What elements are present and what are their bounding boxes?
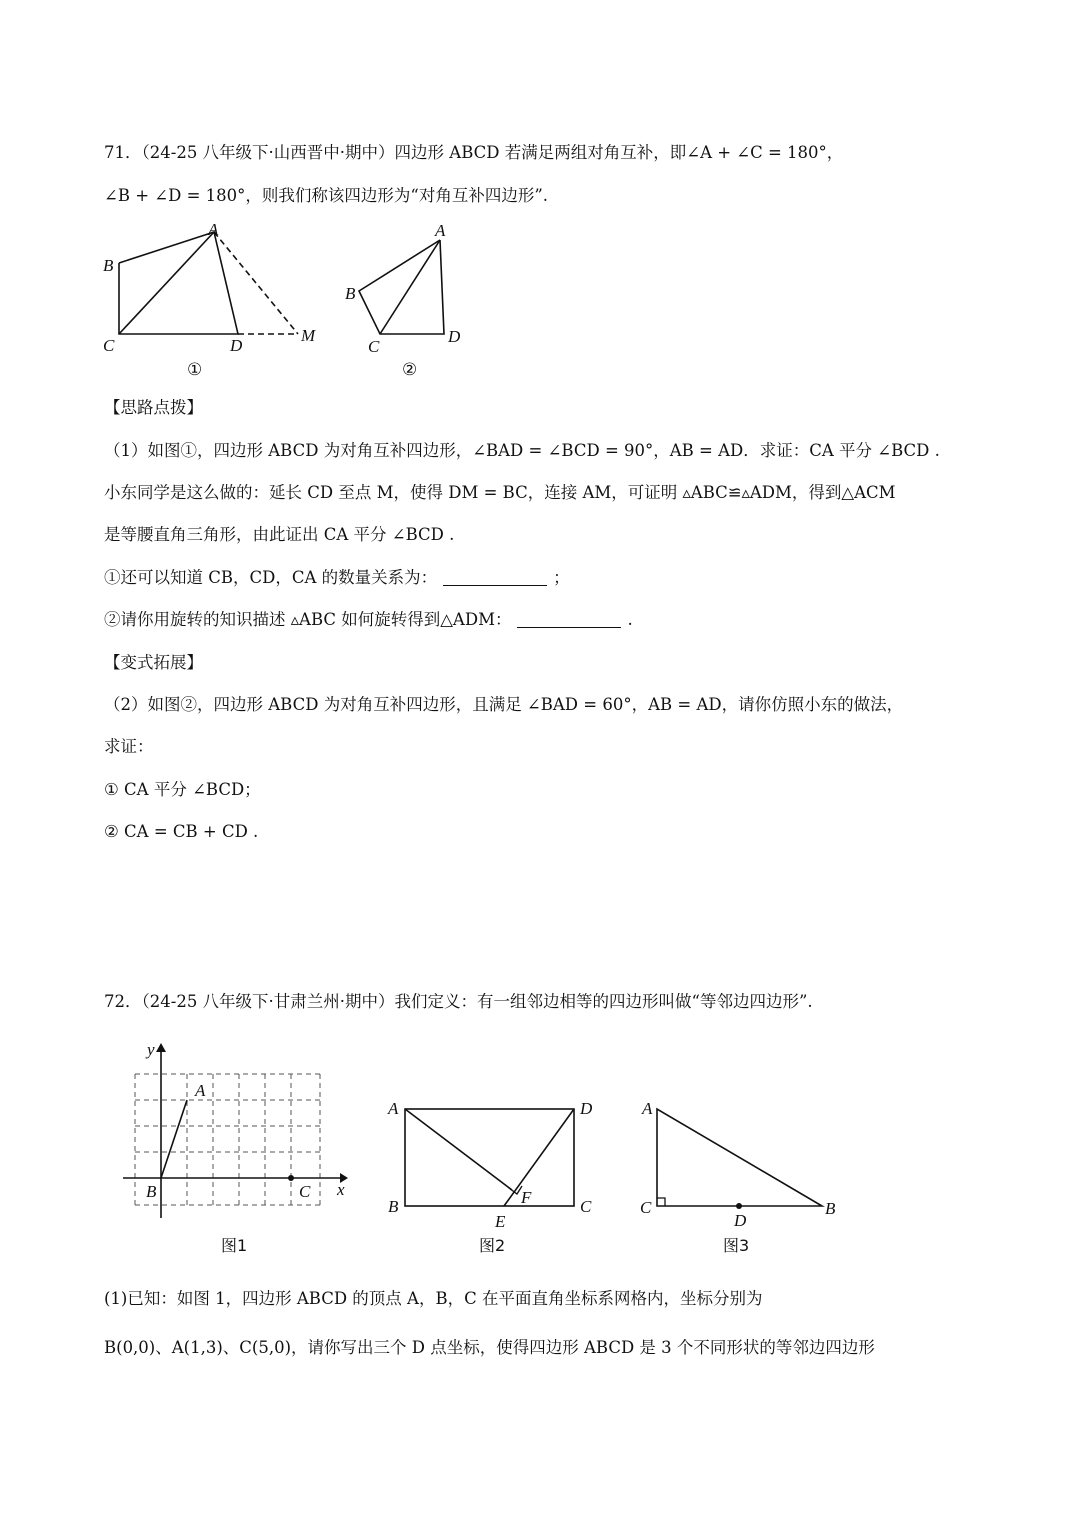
q71-part1-question1-text: ①还可以知道 CB，CD，CA 的数量关系为： — [104, 568, 438, 587]
q71-intro-line1: 71．（24-25 八年级下·山西晋中·期中）四边形 ABCD 若满足两组对角互补，即∠A + ∠C = 180°， — [104, 143, 844, 162]
q72-fig3-label-b: B — [825, 1199, 836, 1218]
q71-intro-line2: ∠B + ∠D = 180°，则我们称该四边形为“对角互补四边形”. — [104, 186, 548, 205]
q72-fig2-segment-ae — [405, 1109, 512, 1190]
q72-part1-line1: (1)已知：如图 1，四边形 ABCD 的顶点 A，B，C 在平面直角坐标系网格内，坐标分别为 — [104, 1289, 763, 1308]
q72-fig2-label-a: A — [388, 1099, 399, 1118]
q72-fig1-point-c — [288, 1175, 294, 1181]
q72-fig1-y-arrow — [156, 1043, 166, 1052]
q71-part1-question1-end: ； — [553, 568, 570, 587]
q71-fig2-label-a: A — [435, 221, 446, 240]
q71-part1-question2-text: ②请你用旋转的知识描述 ▵ABC 如何旋转得到△ADM： — [104, 610, 512, 629]
q72-fig3-label-d: D — [734, 1211, 747, 1230]
q72-intro-line1: 72．（24-25 八年级下·甘肃兰州·期中）我们定义：有一组邻边相等的四边形叫做“等邻边四边形”. — [104, 992, 813, 1011]
q71-figure-1 — [95, 218, 335, 383]
q72-fig2-rectangle — [405, 1109, 574, 1206]
q72-fig3-triangle — [657, 1109, 822, 1206]
q71-fig1-label-d: D — [230, 336, 243, 355]
q71-fig2-label-d: D — [448, 327, 461, 346]
q71-figure-2 — [340, 218, 480, 383]
q71-extension-header: 【变式拓展】 — [104, 653, 203, 672]
q72-fig1-label-y: y — [147, 1040, 155, 1059]
q72-figure-3 — [630, 1090, 850, 1260]
q71-part1-question2-end: . — [627, 610, 633, 629]
q72-fig1-grid — [135, 1074, 320, 1205]
q71-fig2-label-c: C — [368, 337, 380, 356]
q71-fig2-caption: ② — [402, 360, 418, 379]
q72-fig1-segment-ba — [161, 1100, 187, 1178]
q72-fig1-label-a: A — [195, 1081, 206, 1100]
q72-fig2-label-f: F — [521, 1188, 532, 1207]
q71-fig2-diagonal-ac — [380, 240, 440, 334]
q72-fig1-label-c: C — [299, 1182, 311, 1201]
q71-part1-question1 — [104, 566, 1020, 590]
q71-fig1-quad — [119, 232, 238, 334]
q72-fig2-label-c: C — [580, 1197, 592, 1216]
q72-fig3-point-d — [736, 1203, 742, 1209]
q72-figure-2 — [380, 1090, 610, 1260]
q72-fig3-label-c: C — [640, 1198, 652, 1217]
q72-fig1-label-b: B — [146, 1182, 157, 1201]
q71-fig1-label-a: A — [208, 220, 219, 239]
q72-fig3-caption: 图3 — [723, 1236, 750, 1255]
q72-fig1-label-x: x — [337, 1180, 345, 1199]
q72-fig1-caption: 图1 — [221, 1236, 248, 1255]
q72-fig2-label-b: B — [388, 1197, 399, 1216]
q71-fig1-caption: ① — [187, 360, 203, 379]
q72-fig3-right-angle-mark — [657, 1198, 665, 1206]
q71-part1-line1: （1）如图①，四边形 ABCD 为对角互补四边形，∠BAD = ∠BCD = 90°，AB = AD．求证：CA 平分 ∠BCD . — [104, 441, 940, 460]
q71-hint-header: 【思路点拨】 — [104, 398, 203, 417]
q71-fig2-label-b: B — [345, 284, 356, 303]
q72-fig2-caption: 图2 — [479, 1236, 506, 1255]
q71-part2-item-a: ① CA 平分 ∠BCD； — [104, 780, 261, 799]
q71-part1-question2 — [104, 608, 1020, 632]
q71-fig1-label-c: C — [103, 336, 115, 355]
q71-part1-line2: 小东同学是这么做的：延长 CD 至点 M，使得 DM = BC，连接 AM，可证明 ▵ABC≌▵ADM，得到△ACM — [104, 483, 896, 502]
q72-fig2-label-e: E — [495, 1212, 506, 1231]
q72-fig3-label-a: A — [642, 1099, 653, 1118]
q71-part2-line2: 求证： — [104, 737, 154, 756]
q72-part1-line2: B(0,0)、A(1,3)、C(5,0)，请你写出三个 D 点坐标，使得四边形 ABCD 是 3 个不同形状的等邻边四边形 — [104, 1338, 875, 1357]
q71-part1-line3: 是等腰直角三角形，由此证出 CA 平分 ∠BCD . — [104, 525, 455, 544]
q71-part2-item-b: ② CA = CB + CD . — [104, 822, 259, 841]
answer-blank-1[interactable] — [443, 569, 547, 586]
q71-fig1-label-b: B — [103, 256, 114, 275]
q71-fig1-label-m: M — [301, 326, 316, 345]
answer-blank-2[interactable] — [517, 611, 621, 628]
q71-part2-line1: （2）如图②，四边形 ABCD 为对角互补四边形，且满足 ∠BAD = 60°，AB = AD，请你仿照小东的做法， — [104, 695, 904, 714]
q72-fig2-label-d: D — [580, 1099, 593, 1118]
q72-figure-1 — [115, 1040, 365, 1265]
